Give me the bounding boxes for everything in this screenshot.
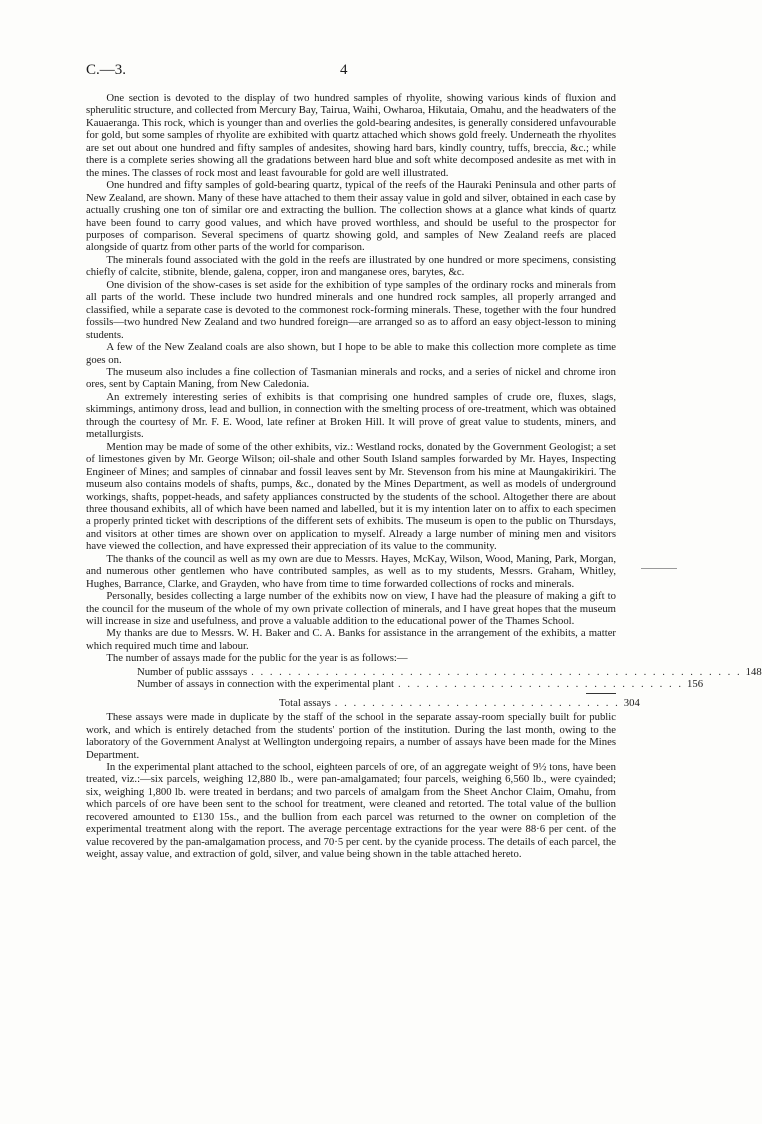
paragraph-personal-gift: Personally, besides collecting a large number of the exhibits now on view, I have had the pleasure of making a gift to the council for the museum of the whole of my own private collection of minerals, and I have great hopes that the museum will increase in size and usefulness, and prove a valuable addition to the educational power of the Thames School. [86,590,616,628]
assay-row-value: 156 [687,678,704,691]
paragraph-other-exhibits: Mention may be made of some of the other exhibits, viz.: Westland rocks, donated by the Government Geologist; a set of limestones given by Mr. George Wilson; oil-shale and other South Island samples forwarded by Mr. Hayes, Inspecting Engineer of Mines; and samples of cinnabar and fossil leaves sent by Mr. Stevenson from his mine at Maungakirikiri. The museum also contains models of shafts, pumps, &c., donated by the Mines Department, as well as models of underground workings, shafts, poppet-heads, and safety appliances constructed by the students of the school. Altogether there are about three thousand exhibits, all of which have been named and labelled, but it is my intention later on to affix to each specimen a properly printed ticket with descriptions of the different sets of exhibits. The museum is open to the public on Thursdays, and visitors at other times are shown over on application to myself. Already a large number of mining men and visitors have viewed the collection, and have expressed their appreciation of its value to the community. [86,440,616,553]
paragraph-assays-intro: The number of assays made for the public for the year is as follows:— [106,652,408,665]
report-body [86,92,762,861]
assay-table [86,665,762,709]
paragraph-rhyolite: One section is devoted to the display of two hundred samples of rhyolite, showing various kinds of fluxion and spherulitic structure, and collected from Mercury Bay, Tairua, Waihi, Owharoa, Hikutaia, Omahu, and the headwaters of the Kauaeranga. This rock, which is younger than and overlies the gold-bearing andesites, is generally considered unfavourable for gold, but some samples of rhyolite are exhibited with quartz attached which shows gold freely. Underneath the rhyolites are set out about one hundred and fifty samples of andesites, showing hard bars, kindly country, tuffs, breccia, &c.; while there is a complete series showing all the gradations between hard blue and soft white decomposed andesite as met with in the mines. The classes of rock most and least favourable for gold are well illustrated. [86,92,617,179]
assay-row-label: Number of assays in connection with the experimental plant [137,678,395,691]
paragraph-assay-room: These assays were made in duplicate by the staff of the school in the separate assay-room specially built for public work, and which is entirely detached from the students' portion of the institution. During the last month, owing to the laboratory of the Government Analyst at Wellington undergoing repairs, a number of assays have been made for the Mines Department. [86,711,616,761]
assay-total-label: Total assays [279,696,331,709]
paragraph-coals: A few of the New Zealand coals are also shown, but I hope to be able to make this collection more complete as time goes on. [86,341,616,366]
assay-row-public [86,665,762,678]
assay-row-value: 148 [745,665,762,678]
paragraph-thanks-council: The thanks of the council as well as my own are due to Messrs. Hayes, McKay, Wilson, Wood, Maning, Park, Morgan, and numerous other gentlemen who have contributed samples, as well as to my students, Messrs. Graham, Whitley, Hughes, Barrance, Clarke, and Grayden, who have from time to time forwarded collections of rocks and minerals. [86,552,616,590]
page-number: 4 [340,62,348,78]
document-reference: C.—3. [86,62,127,78]
assay-row-label: Number of public asssays [137,665,248,678]
margin-mark [641,568,677,569]
dot-leader: . . . . . . . . . . . . . . . . . . . . . . . . . . . . . . . [398,678,684,691]
paragraph-minerals: The minerals found associated with the gold in the reefs are illustrated by one hundred or more specimens, consisting chiefly of calcite, stibnite, blende, galena, copper, iron and manganese ores, barytes, &c. [86,253,616,279]
paragraph-tasmanian: The museum also includes a fine collection of Tasmanian minerals and rocks, and a series of nickel and chrome iron ores, sent by Captain Maning, from New Caledonia. [86,365,616,391]
assay-row-total [86,696,640,709]
paragraph-smelting: An extremely interesting series of exhibits is that comprising one hundred samples of crude ore, fluxes, slags, skimmings, antimony dross, lead and bullion, in connection with the smelting process of ore-treatment, which was obtained through the courtesy of Mr. F. E. Wood, late refiner at Broken Hill. It will prove of great value to students, miners, and metallurgists. [86,390,616,441]
paragraph-experimental-plant: In the experimental plant attached to the school, eighteen parcels of ore, of an aggregate weight of 9½ tons, have been treated, viz.:—six parcels, weighing 12,880 lb., were pan-amalgamated; four parcels, weighing 6,560 lb., were cyainded; six, weighing 1,800 lb. were treated in berdans; and two parcels of amalgam from the Sheet Anchor Claim, Omahu, from which parcels of ore have been sent to the school for treatment, were cleaned and retorted. The total value of the bullion recovered amounted to £130 15s., and the bullion from each parcel was returned to the owner on completion of the experimental treatment along with the report. The average percentage extractions for the year were 88·6 per cent. of the value recovered by the pan-amalgamation process, and 70·5 per cent. by the cyanide process. The details of each parcel, the weight, assay value, and extraction of gold, silver, and value being shown in the table attached hereto. [86,760,616,861]
dot-leader: . . . . . . . . . . . . . . . . . . . . . . . . . . . . . . . [334,696,620,709]
paragraph-quartz: One hundred and fifty samples of gold-bearing quartz, typical of the reefs of the Hauraki Peninsula and other parts of New Zealand, are shown. Many of these have attached to them their assay value in gold and silver, obtained in each case by actually crushing one ton of similar ore and extracting the bullion. The collection shows at a glance what kinds of quartz have been found to carry good values, and which have proved worthless, and should be useful to the prospector for purposes of comparison. Several specimens of quartz showing gold, and samples of New Zealand reefs are placed alongside of quartz from other parts of the world for comparison. [86,179,616,254]
paragraph-thanks-arrangement: My thanks are due to Messrs. W. H. Baker and C. A. Banks for assistance in the arrangement of the exhibits, a matter which required much time and labour. [86,627,616,652]
assay-row-experimental [86,678,704,691]
assay-total-value: 304 [623,696,640,709]
dot-leader: . . . . . . . . . . . . . . . . . . . . . . . . . . . . . . . . . . . . . . . . . . . . . . . . . . . . . [251,665,742,678]
page-header [86,62,606,82]
total-rule [86,691,616,696]
paragraph-show-cases: One division of the show-cases is set aside for the exhibition of type samples of the ordinary rocks and minerals from all parts of the world. These include two hundred minerals and one hundred rock samples, all properly arranged and classified, while a separate case is devoted to the commonest rock-forming minerals. These, together with the four hundred fossils—two hundred New Zealand and two hundred foreign—are arranged so as to afford an easy object-lesson to mining students. [86,278,616,341]
